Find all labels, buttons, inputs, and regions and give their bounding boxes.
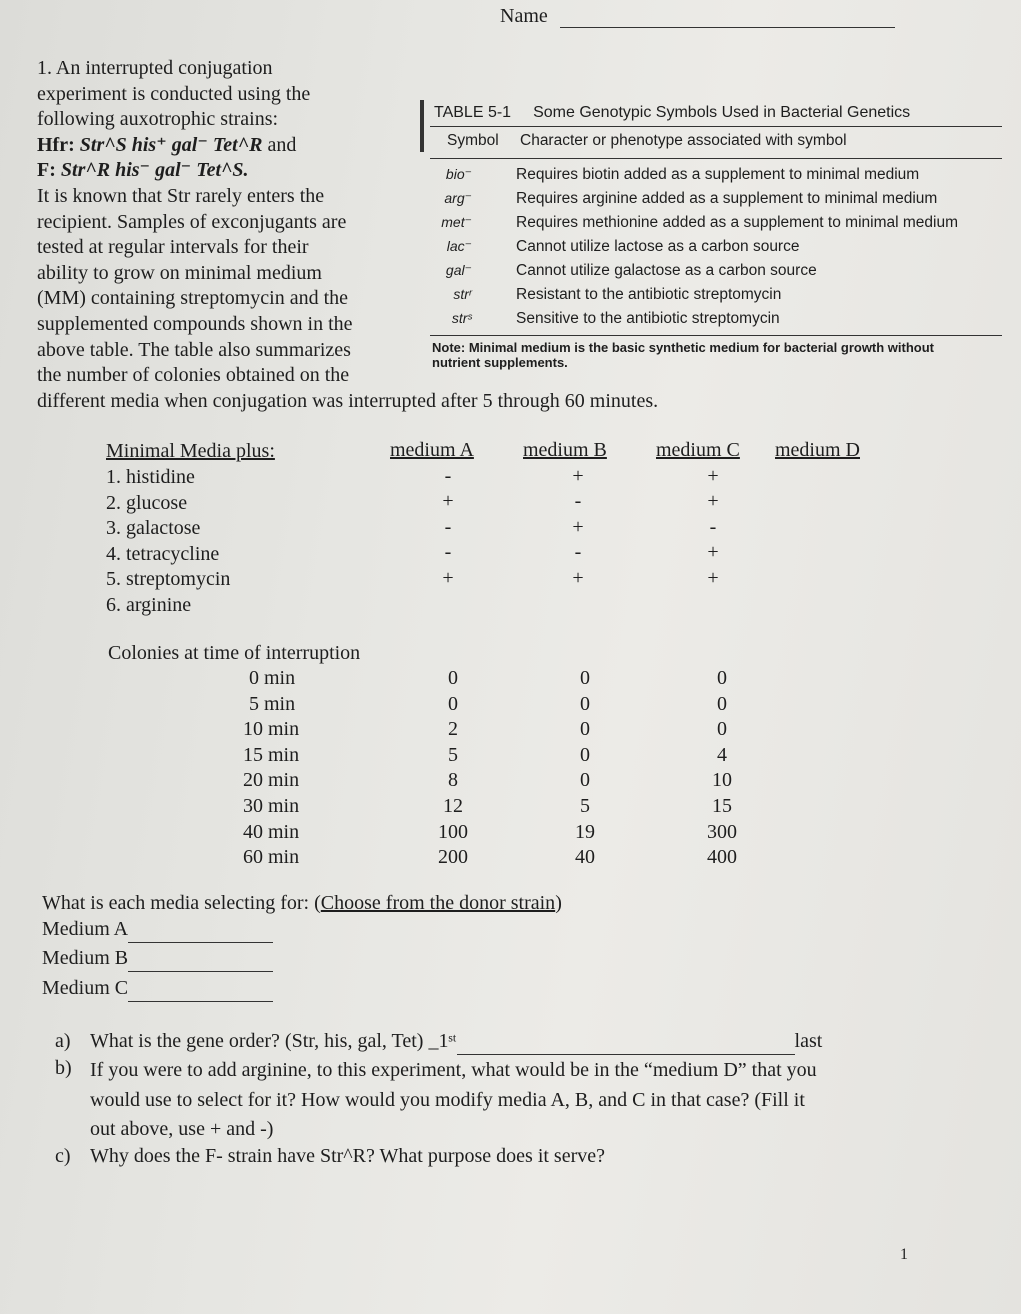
selecting-prefix: What is each media selecting for: ( bbox=[42, 892, 321, 914]
time-label: 15 min bbox=[243, 743, 300, 766]
medium-a-answer-blank[interactable] bbox=[128, 922, 273, 943]
time-label: 5 min bbox=[249, 692, 296, 715]
table-description: Cannot utilize lactose as a carbon source bbox=[516, 238, 800, 255]
selecting-question bbox=[42, 891, 562, 917]
selecting-suffix: ) bbox=[555, 892, 562, 914]
time-label: 10 min bbox=[243, 718, 300, 741]
colony-count: 10 bbox=[712, 769, 732, 792]
colony-count: 100 bbox=[438, 820, 468, 843]
colony-count: 0 bbox=[580, 692, 590, 715]
colony-count: 0 bbox=[580, 718, 590, 741]
name-blank[interactable] bbox=[560, 27, 895, 28]
medium-b-counts bbox=[560, 666, 610, 871]
problem-line: (MM) containing streptomycin and the bbox=[37, 287, 349, 310]
table-note-line: Note: Minimal medium is the basic synthetic medium for bacterial growth without bbox=[432, 340, 935, 355]
colony-count: 8 bbox=[448, 769, 458, 792]
time-column bbox=[243, 666, 333, 871]
question-c-marker: c) bbox=[55, 1145, 71, 1167]
medium-b-answer-blank[interactable] bbox=[128, 951, 273, 972]
problem-line: 1. An interrupted conjugation bbox=[37, 57, 273, 79]
time-label: 20 min bbox=[243, 769, 300, 792]
supplement-row: 1. histidine bbox=[106, 466, 195, 488]
medium-a-mark: + bbox=[442, 567, 454, 589]
colony-count: 2 bbox=[448, 718, 458, 741]
medium-a-mark: + bbox=[442, 490, 454, 512]
hfr-and: and bbox=[267, 133, 297, 156]
colony-count: 300 bbox=[707, 820, 737, 843]
supplement-row: 5. streptomycin bbox=[106, 568, 231, 591]
table-header-rule bbox=[430, 158, 1002, 159]
medium-c-header: medium C bbox=[656, 439, 740, 461]
media-header: Minimal Media plus: bbox=[106, 440, 275, 462]
colony-count: 400 bbox=[707, 846, 737, 869]
question-b-marker: b) bbox=[55, 1057, 72, 1079]
medium-b-mark: - bbox=[574, 541, 582, 563]
f-genotype: Str^R his⁻ gal⁻ Tet^S. bbox=[60, 159, 249, 182]
medium-b-header: medium B bbox=[523, 439, 607, 461]
problem-line: different media when conjugation was interrupted after 5 through 60 minutes. bbox=[37, 389, 659, 412]
colony-count: 4 bbox=[717, 743, 727, 766]
colony-count: 0 bbox=[717, 667, 727, 689]
problem-line: tested at regular intervals for their bbox=[37, 236, 309, 259]
table-symbol: gal⁻ bbox=[445, 262, 472, 278]
medium-c-mark: + bbox=[707, 541, 719, 563]
medium-a-mark: - bbox=[444, 465, 452, 487]
colonies-header: Colonies at time of interruption bbox=[108, 642, 361, 664]
page-number: 1 bbox=[900, 1246, 908, 1263]
supplement-row: 2. glucose bbox=[106, 491, 188, 514]
table-symbol: arg⁻ bbox=[444, 190, 472, 206]
table-symbol: strʳ bbox=[453, 286, 472, 302]
hfr-label: Hfr: bbox=[37, 133, 75, 156]
colony-count: 0 bbox=[448, 667, 458, 689]
colony-count: 0 bbox=[717, 718, 727, 741]
medium-c-answer-blank[interactable] bbox=[128, 981, 273, 1002]
problem-line: It is known that Str rarely enters the bbox=[37, 184, 325, 207]
colony-count: 15 bbox=[712, 794, 732, 817]
question-c-text: Why does the F- strain have Str^R? What purpose does it serve? bbox=[90, 1145, 605, 1167]
table-description: Resistant to the antibiotic streptomycin bbox=[516, 286, 782, 303]
problem-line: the number of colonies obtained on the bbox=[37, 364, 350, 387]
question-a-text: What is the gene order? (Str, his, gal, Tet) _1ˢᵗ bbox=[90, 1030, 457, 1052]
table-note-line: nutrient supplements. bbox=[432, 355, 568, 370]
question-a-marker: a) bbox=[55, 1030, 71, 1052]
time-label: 40 min bbox=[243, 820, 300, 843]
table-caption: Some Genotypic Symbols Used in Bacterial Genetics bbox=[533, 104, 911, 121]
question-a bbox=[90, 1029, 822, 1055]
time-label: 30 min bbox=[243, 794, 300, 817]
medium-a-answer-row bbox=[42, 917, 273, 943]
medium-a-mark: - bbox=[444, 541, 452, 563]
medium-a-mark: - bbox=[444, 516, 452, 538]
table-symbol: bio⁻ bbox=[445, 166, 472, 182]
supplement-row: 3. galactose bbox=[106, 517, 201, 540]
col-symbol-header: Symbol bbox=[447, 132, 499, 149]
medium-c-label: Medium C bbox=[42, 977, 129, 999]
table-description: Cannot utilize galactose as a carbon source bbox=[516, 262, 817, 279]
supplement-row: 6. arginine bbox=[106, 593, 192, 616]
colony-count: 40 bbox=[575, 846, 595, 869]
table-description: Requires arginine added as a supplement to minimal medium bbox=[516, 190, 938, 207]
table-symbol: lac⁻ bbox=[446, 238, 472, 254]
table-symbol: strˢ bbox=[451, 310, 472, 326]
col-character-header: Character or phenotype associated with symbol bbox=[520, 132, 847, 149]
medium-d-header: medium D bbox=[775, 439, 860, 461]
table-description: Requires methionine added as a supplement to minimal medium bbox=[516, 214, 958, 231]
medium-b-label: Medium B bbox=[42, 947, 129, 969]
medium-b-mark: + bbox=[572, 516, 584, 538]
table-top-rule bbox=[430, 126, 1002, 127]
question-b-line: would use to select for it? How would you modify media A, B, and C in that case? (Fill it bbox=[90, 1088, 805, 1111]
time-label: 60 min bbox=[243, 846, 300, 869]
colony-count: 5 bbox=[448, 743, 458, 766]
medium-a-label: Medium A bbox=[42, 918, 129, 940]
medium-b-mark: + bbox=[572, 567, 584, 589]
medium-c-mark: + bbox=[707, 490, 719, 512]
problem-line: above table. The table also summarizes bbox=[37, 338, 351, 361]
colony-count: 12 bbox=[443, 794, 463, 817]
media-supplement-list bbox=[106, 465, 230, 619]
medium-c-mark: - bbox=[709, 516, 717, 538]
question-b bbox=[90, 1056, 817, 1145]
colony-count: 0 bbox=[580, 743, 590, 766]
time-label: 0 min bbox=[249, 667, 296, 689]
colony-count: 0 bbox=[580, 667, 590, 689]
table-bottom-rule bbox=[430, 335, 1002, 336]
gene-order-blank[interactable] bbox=[457, 1034, 795, 1055]
table-title bbox=[434, 104, 910, 122]
question-b-line: out above, use + and -) bbox=[90, 1118, 274, 1140]
problem-line: ability to grow on minimal medium bbox=[37, 261, 322, 284]
medium-c-counts bbox=[692, 666, 752, 871]
supplement-row: 4. tetracycline bbox=[106, 542, 220, 565]
problem-line: recipient. Samples of exconjugants are bbox=[37, 210, 347, 233]
table-symbol: met⁻ bbox=[441, 214, 472, 230]
medium-c-mark: + bbox=[707, 567, 719, 589]
table-side-bar bbox=[420, 100, 424, 152]
table-description: Requires biotin added as a supplement to minimal medium bbox=[516, 166, 920, 183]
hfr-genotype: Str^S his⁺ gal⁻ Tet^R bbox=[79, 133, 263, 156]
medium-b-answer-row bbox=[42, 946, 273, 972]
medium-b-mark: - bbox=[574, 490, 582, 512]
medium-b-mark: + bbox=[572, 465, 584, 487]
colony-count: 0 bbox=[448, 692, 458, 715]
question-a-last: last bbox=[794, 1030, 823, 1052]
problem-line: supplemented compounds shown in the bbox=[37, 312, 353, 335]
colony-count: 200 bbox=[438, 846, 468, 869]
medium-a-header: medium A bbox=[390, 439, 474, 461]
colony-count: 0 bbox=[717, 692, 727, 715]
medium-c-mark: + bbox=[707, 465, 719, 487]
selecting-link: Choose from the donor strain bbox=[320, 892, 556, 914]
genotype-symbol-table bbox=[420, 100, 1002, 380]
table-description: Sensitive to the antibiotic streptomycin bbox=[516, 310, 780, 327]
table-number: TABLE 5-1 bbox=[434, 104, 512, 121]
problem-line: experiment is conducted using the bbox=[37, 82, 311, 105]
colony-count: 5 bbox=[580, 794, 590, 817]
colony-count: 19 bbox=[575, 820, 595, 843]
name-label: Name bbox=[500, 5, 548, 27]
colony-count: 0 bbox=[580, 769, 590, 792]
question-b-line: If you were to add arginine, to this experiment, what would be in the “medium D” that you bbox=[90, 1059, 817, 1081]
medium-a-counts bbox=[428, 666, 478, 871]
problem-line: following auxotrophic strains: bbox=[37, 108, 279, 131]
medium-c-answer-row bbox=[42, 976, 273, 1002]
f-label: F: bbox=[37, 159, 56, 182]
table-note bbox=[432, 340, 934, 370]
